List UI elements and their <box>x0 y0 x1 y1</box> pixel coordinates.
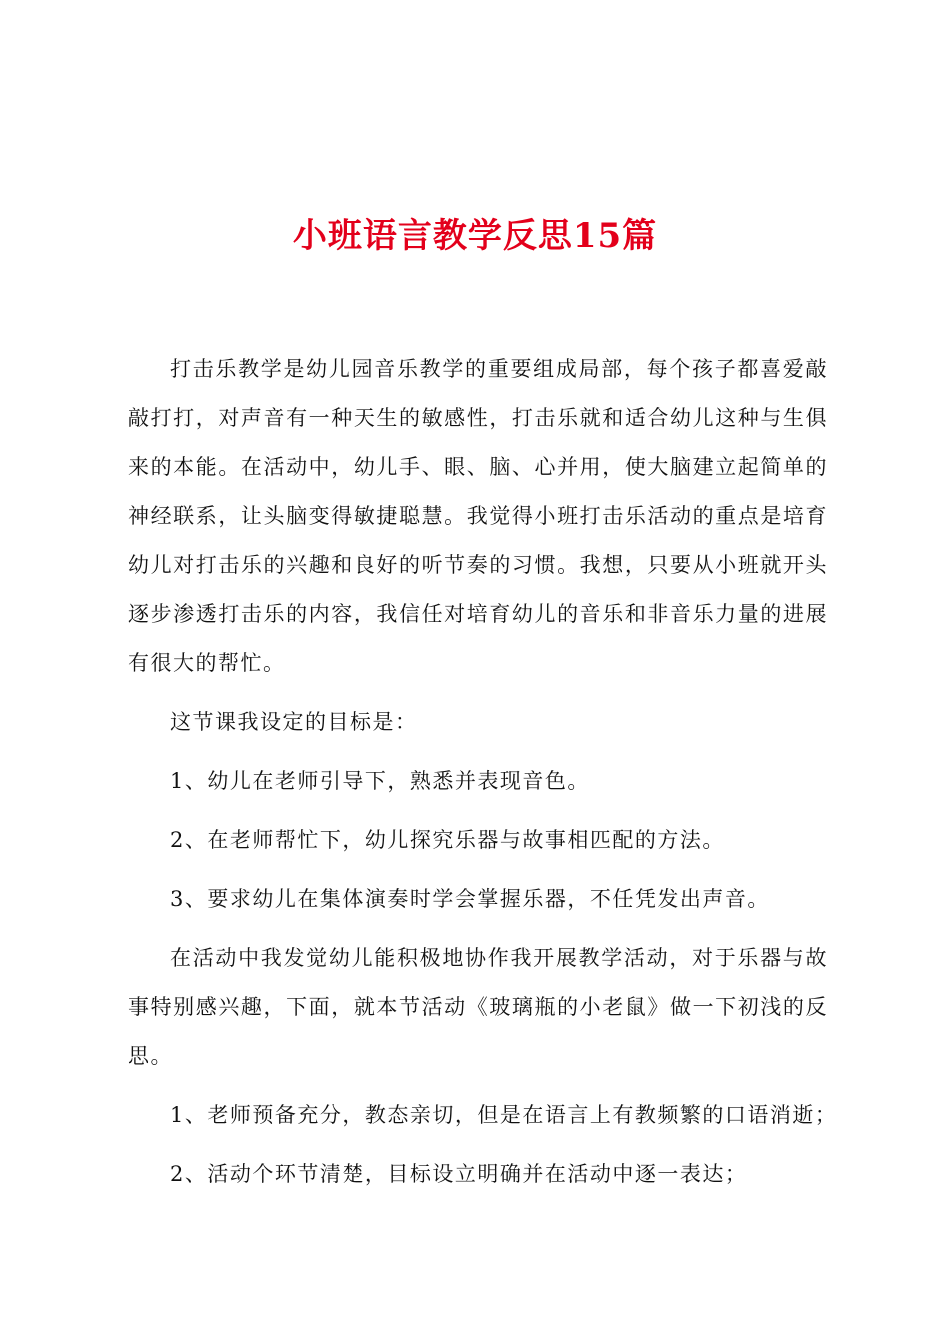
paragraph-intro: 打击乐教学是幼儿园音乐教学的重要组成局部，每个孩子都喜爱敲敲打打，对声音有一种天生的敏感性，打击乐就和适合幼儿这种与生俱来的本能。在活动中，幼儿手、眼、脑、心并用，使大脑建立起简单的神经联系，让头脑变得敏捷聪慧。我觉得小班打击乐活动的重点是培育幼儿对打击乐的兴趣和良好的听节奏的习惯。我想，只要从小班就开头逐步渗透打击乐的内容，我信任对培育幼儿的音乐和非音乐力量的进展有很大的帮忙。 <box>128 357 828 675</box>
goal-item-1: 1、幼儿在老师引导下，熟悉并表现音色。 <box>170 769 590 793</box>
goal-item-2: 2、在老师帮忙下，幼儿探究乐器与故事相匹配的方法。 <box>170 828 725 852</box>
goal-item-3: 3、要求幼儿在集体演奏时学会掌握乐器，不任凭发出声音。 <box>170 887 770 911</box>
paragraph-goals-heading: 这节课我设定的目标是： <box>170 710 418 734</box>
document-body <box>128 345 838 1199</box>
paragraph-reflection: 在活动中我发觉幼儿能积极地协作我开展教学活动，对于乐器与故事特别感兴趣，下面，就本节活动《玻璃瓶的小老鼠》做一下初浅的反思。 <box>128 946 828 1068</box>
reflection-item-1: 1、老师预备充分，教态亲切，但是在语言上有教频繁的口语消逝； <box>170 1103 838 1127</box>
document-title: 小班语言教学反思15篇 <box>292 216 658 256</box>
reflection-item-2: 2、活动个环节清楚，目标设立明确并在活动中逐一表达； <box>170 1162 748 1186</box>
